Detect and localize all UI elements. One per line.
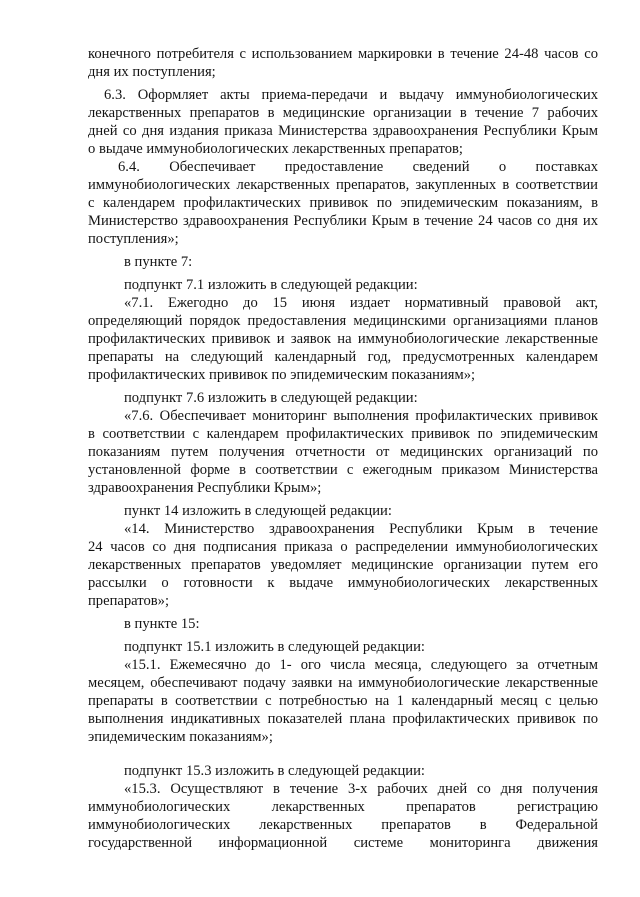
text-line: поступления»; (88, 231, 179, 247)
text-line: иммунобиологических лекарственных препаратов в Федеральной (88, 817, 598, 833)
text-line: 6.3. Оформляет акты приема-передачи и выдачу иммунобиологических (104, 87, 598, 103)
text-line: дня их поступления; (88, 64, 216, 80)
text-line: препараты в соответствии с потребностью на 1 календарный месяц с целью (88, 693, 598, 709)
text-line: иммунобиологических лекарственных препаратов регистрацию (88, 799, 598, 815)
text-line: «7.6. Обеспечивает мониторинг выполнения профилактических прививок (124, 408, 598, 424)
text-line: 6.4. Обеспечивает предоставление сведений о поставках (118, 159, 598, 175)
text-line: «7.1. Ежегодно до 15 июня издает нормативный правовой акт, (124, 295, 598, 311)
text-line: лекарственных препаратов в медицинские организации в течение 7 рабочих (88, 105, 598, 121)
text-line: «15.1. Ежемесячно до 1- ого числа месяца, следующего за отчетным (124, 657, 598, 673)
text-line: подпункт 15.1 изложить в следующей редакции: (124, 639, 425, 655)
text-line: установленной форме в соответствии с ежегодным приказом Министерства (88, 462, 598, 478)
text-line: пункт 14 изложить в следующей редакции: (124, 503, 392, 519)
text-line: «15.3. Осуществляют в течение 3-х рабочих дней со дня получения (124, 781, 598, 797)
text-line: подпункт 15.3 изложить в следующей редакции: (124, 763, 425, 779)
text-line: в пункте 7: (124, 254, 193, 270)
text-line: определяющий порядок предоставления медицинскими организациями планов (88, 313, 598, 329)
text-line: конечного потребителя с использованием маркировки в течение 24-48 часов со (88, 46, 598, 62)
text-line: профилактических прививок и заявок на иммунобиологические лекарственные (88, 331, 598, 347)
text-line: препараты на следующий календарный год, предусмотренных календарем (88, 349, 598, 365)
text-line: препаратов»; (88, 593, 169, 609)
text-line: показаниям путем получения отчетности от медицинских организаций по (88, 444, 598, 460)
text-line: «14. Министерство здравоохранения Республики Крым в течение (124, 521, 598, 537)
text-line: Министерство здравоохранения Республики Крым в течение 24 часов со дня их (88, 213, 598, 229)
text-line: месяцем, обеспечивают подачу заявки на иммунобиологические лекарственные (88, 675, 598, 691)
text-line: выполнения индикативных показателей плана профилактических прививок по (88, 711, 598, 727)
text-line: государственной информационной системе мониторинга движения (88, 835, 598, 851)
text-line: в соответствии с календарем профилактических прививок по эпидемическим (88, 426, 598, 442)
text-line: здравоохранения Республики Крым»; (88, 480, 322, 496)
text-line: эпидемическим показаниям»; (88, 729, 273, 745)
text-line: лекарственных препаратов уведомляет медицинские организации путем его (88, 557, 598, 573)
text-line: дней со дня издания приказа Министерства здравоохранения Республики Крым (88, 123, 598, 139)
text-line: с календарем профилактических прививок по эпидемическим показаниям, в (88, 195, 598, 211)
text-line: в пункте 15: (124, 616, 200, 632)
text-line: о выдаче иммунобиологических лекарственных препаратов; (88, 141, 463, 157)
text-line: иммунобиологических лекарственных препаратов, закупленных в соответствии (88, 177, 598, 193)
text-line: рассылки о готовности к выдаче иммунобиологических лекарственных (88, 575, 598, 591)
text-line: профилактических прививок по эпидемическим показаниям»; (88, 367, 476, 383)
text-line: подпункт 7.1 изложить в следующей редакции: (124, 277, 418, 293)
text-line: подпункт 7.6 изложить в следующей редакции: (124, 390, 418, 406)
text-line: 24 часов со дня подписания приказа о распределении иммунобиологических (88, 539, 598, 555)
